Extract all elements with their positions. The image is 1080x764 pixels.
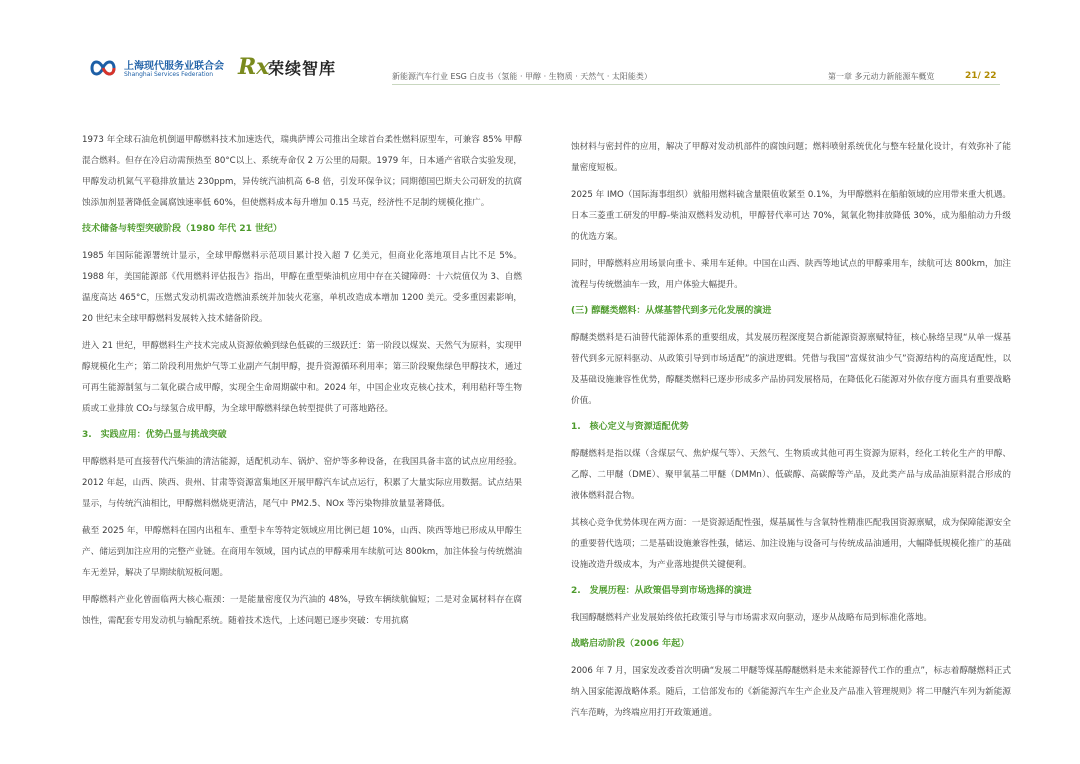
left-column (82, 130, 522, 638)
federation-name-cn: 上海现代服务业联合会 (124, 61, 224, 72)
body-paragraph: 截至 2025 年，甲醇燃料在国内出租车、重型卡车等特定领域应用比例已超 10%，山西、陕西等地已形成从甲醇生产、储运到加注应用的完整产业链。在商用车领域，国内试点的甲醇乘用车续航可达 800km，加注体验与传统燃油车无差异，解决了早期续航短板问题。 (82, 526, 522, 578)
brand-mark: Rx (238, 54, 270, 80)
federation-name-en: Shanghai Services Federation (124, 71, 214, 78)
body-paragraph: 醇醚燃料是指以煤（含煤层气、焦炉煤气等）、天然气、生物质或其他可再生资源为原料，经化工转化生产的甲醇、乙醇、二甲醚（DME）、聚甲氧基二甲醚（DMMn）、低碳醇、高碳醇等产品，及此类产品与成品油原料混合形成的液体燃料混合物。 (571, 449, 1011, 501)
chapter-title: 第一章 多元动力新能源车概览 (828, 72, 935, 81)
section-heading: 2. 发展历程：从政策倡导到市场选择的演进 (571, 586, 752, 596)
right-column (571, 137, 1011, 730)
body-paragraph: 1985 年国际能源署统计显示，全球甲醇燃料示范项目累计投入超 7 亿美元，但商业化落地项目占比不足 5%。1988 年，美国能源部《代用燃料评估报告》指出，甲醇在重型柴油机应用中存在关键障碍：十六烷值仅为 3、自燃温度高达 465°C，压燃式发动机需改造燃油系统并加装火花塞，单机改造成本增加 1200 美元。受多重因素影响，20 世纪末全球甲醇燃料发展转入技术储备阶段。 (82, 251, 522, 324)
body-paragraph: 进入 21 世纪，甲醇燃料生产技术完成从资源依赖到绿色低碳的三级跃迁：第一阶段以煤炭、天然气为原料，实现甲醇规模化生产；第二阶段利用焦炉气等工业副产气制甲醇，提升资源循环利用率；第三阶段聚焦绿色甲醇技术，通过可再生能源制氢与二氧化碳合成甲醇，实现全生命周期碳中和。2024 年，中国企业攻克核心技术，利用秸秆等生物质或工业排放 CO₂与绿氢合成甲醇，为全球甲醇燃料绿色转型提供了可落地路径。 (82, 341, 522, 414)
body-paragraph: 我国醇醚燃料产业发展始终依托政策引导与市场需求双向驱动，逐步从战略布局到标准化落地。 (571, 613, 932, 623)
body-paragraph: 蚀材料与密封件的应用，解决了甲醇对发动机部件的腐蚀问题；燃料喷射系统优化与整车轻量化设计，有效弥补了能量密度短板。 (571, 142, 1011, 173)
header-divider (392, 84, 1000, 85)
body-paragraph: 同时，甲醇燃料应用场景向重卡、乘用车延伸。中国在山西、陕西等地试点的甲醇乘用车，续航可达 800km，加注流程与传统燃油车一致，用户体验大幅提升。 (571, 259, 1011, 290)
section-heading: 3. 实践应用：优势凸显与挑战突破 (82, 430, 227, 440)
federation-logo (88, 55, 224, 81)
document-title: 新能源汽车行业 ESG 白皮书（氢能 · 甲醇 · 生物质 · 天然气 · 太阳能类） (392, 72, 652, 81)
federation-logo-icon (88, 57, 118, 79)
body-paragraph: 甲醇燃料产业化曾面临两大核心瓶颈：一是能量密度仅为汽油的 48%，导致车辆续航偏短；二是对金属材料存在腐蚀性，需配套专用发动机与输配系统。随着技术迭代，上述问题已逐步突破：专用抗腐 (82, 595, 522, 626)
section-heading: (三) 醇醚类燃料：从煤基替代到多元化发展的演进 (571, 306, 772, 316)
body-paragraph: 1973 年全球石油危机倒逼甲醇燃料技术加速迭代，瑞典萨博公司推出全球首台柔性燃料原型车，可兼容 85% 甲醇混合燃料。但存在冷启动需预热至 80°C以上、系统寿命仅 2 万公里的局限。1979 年，日本通产省联合实验发现，甲醇发动机氮气平稳排放量达 230ppm，异传统汽油机高 6-8 倍，引发环保争议；同期德国巴斯夫公司研发的抗腐蚀添加剂显著降低金属腐蚀速率低 60%，但使燃料成本每升增加 0.15 马克，经济性不足制约规模化推广。 (82, 135, 522, 208)
page-header (0, 0, 1080, 100)
body-paragraph: 2006 年 7 月，国家发改委首次明确“发展二甲醚等煤基醇醚燃料是未来能源替代工作的重点”，标志着醇醚燃料正式纳入国家能源战略体系。随后，工信部发布的《新能源汽车生产企业及产品准入管理规则》将二甲醚汽车列为新能源汽车范畴，为终端应用打开政策通道。 (571, 666, 1011, 718)
body-paragraph: 2025 年 IMO（国际海事组织）就船用燃料硫含量限值收紧至 0.1%，为甲醇燃料在船舶领域的应用带来重大机遇。日本三菱重工研发的甲醇-柴油双燃料发动机，甲醇替代率可达 70%，氮氧化物排放降低 30%，成为船舶动力升级的优选方案。 (571, 190, 1011, 242)
body-paragraph: 甲醇燃料是可直接替代汽柴油的清洁能源，适配机动车、锅炉、窑炉等多种设备，在我国具备丰富的试点应用经验。2012 年起，山西、陕西、贵州、甘肃等资源富集地区开展甲醇汽车试点运行，积累了大量实际应用数据。试点结果显示，与传统汽油相比，甲醇燃料燃烧更清洁，尾气中 PM2.5、NOx 等污染物排放量显著降低。 (82, 457, 522, 509)
page-number: 21/ 22 (965, 71, 997, 81)
body-paragraph: 醇醚类燃料是石油替代能源体系的重要组成，其发展历程深度契合新能源资源禀赋特征，核心脉络呈现“从单一煤基替代到多元原料驱动、从政策引导到市场适配”的演进逻辑。凭借与我国“富煤贫油少气”资源结构的高度适配性，以及基础设施兼容性优势，醇醚类燃料已逐步形成多产品协同发展格局，在降低化石能源对外依存度方面具有重要战略价值。 (571, 333, 1011, 406)
brand-name: 荣续智库 (268, 59, 337, 78)
section-heading: 1. 核心定义与资源适配优势 (571, 422, 689, 432)
section-heading: 战略启动阶段（2006 年起） (571, 639, 690, 649)
section-heading: 技术储备与转型突破阶段（1980 年代 21 世纪） (82, 224, 282, 234)
body-paragraph: 其核心竞争优势体现在两方面：一是资源适配性强，煤基属性与含氧特性精准匹配我国资源禀赋，成为保障能源安全的重要替代选项；二是基础设施兼容性强，储运、加注设施与设备可与传统成品油通用，大幅降低规模化推广的基础设施改造升级成本，为产业落地提供关键便利。 (571, 518, 1011, 570)
